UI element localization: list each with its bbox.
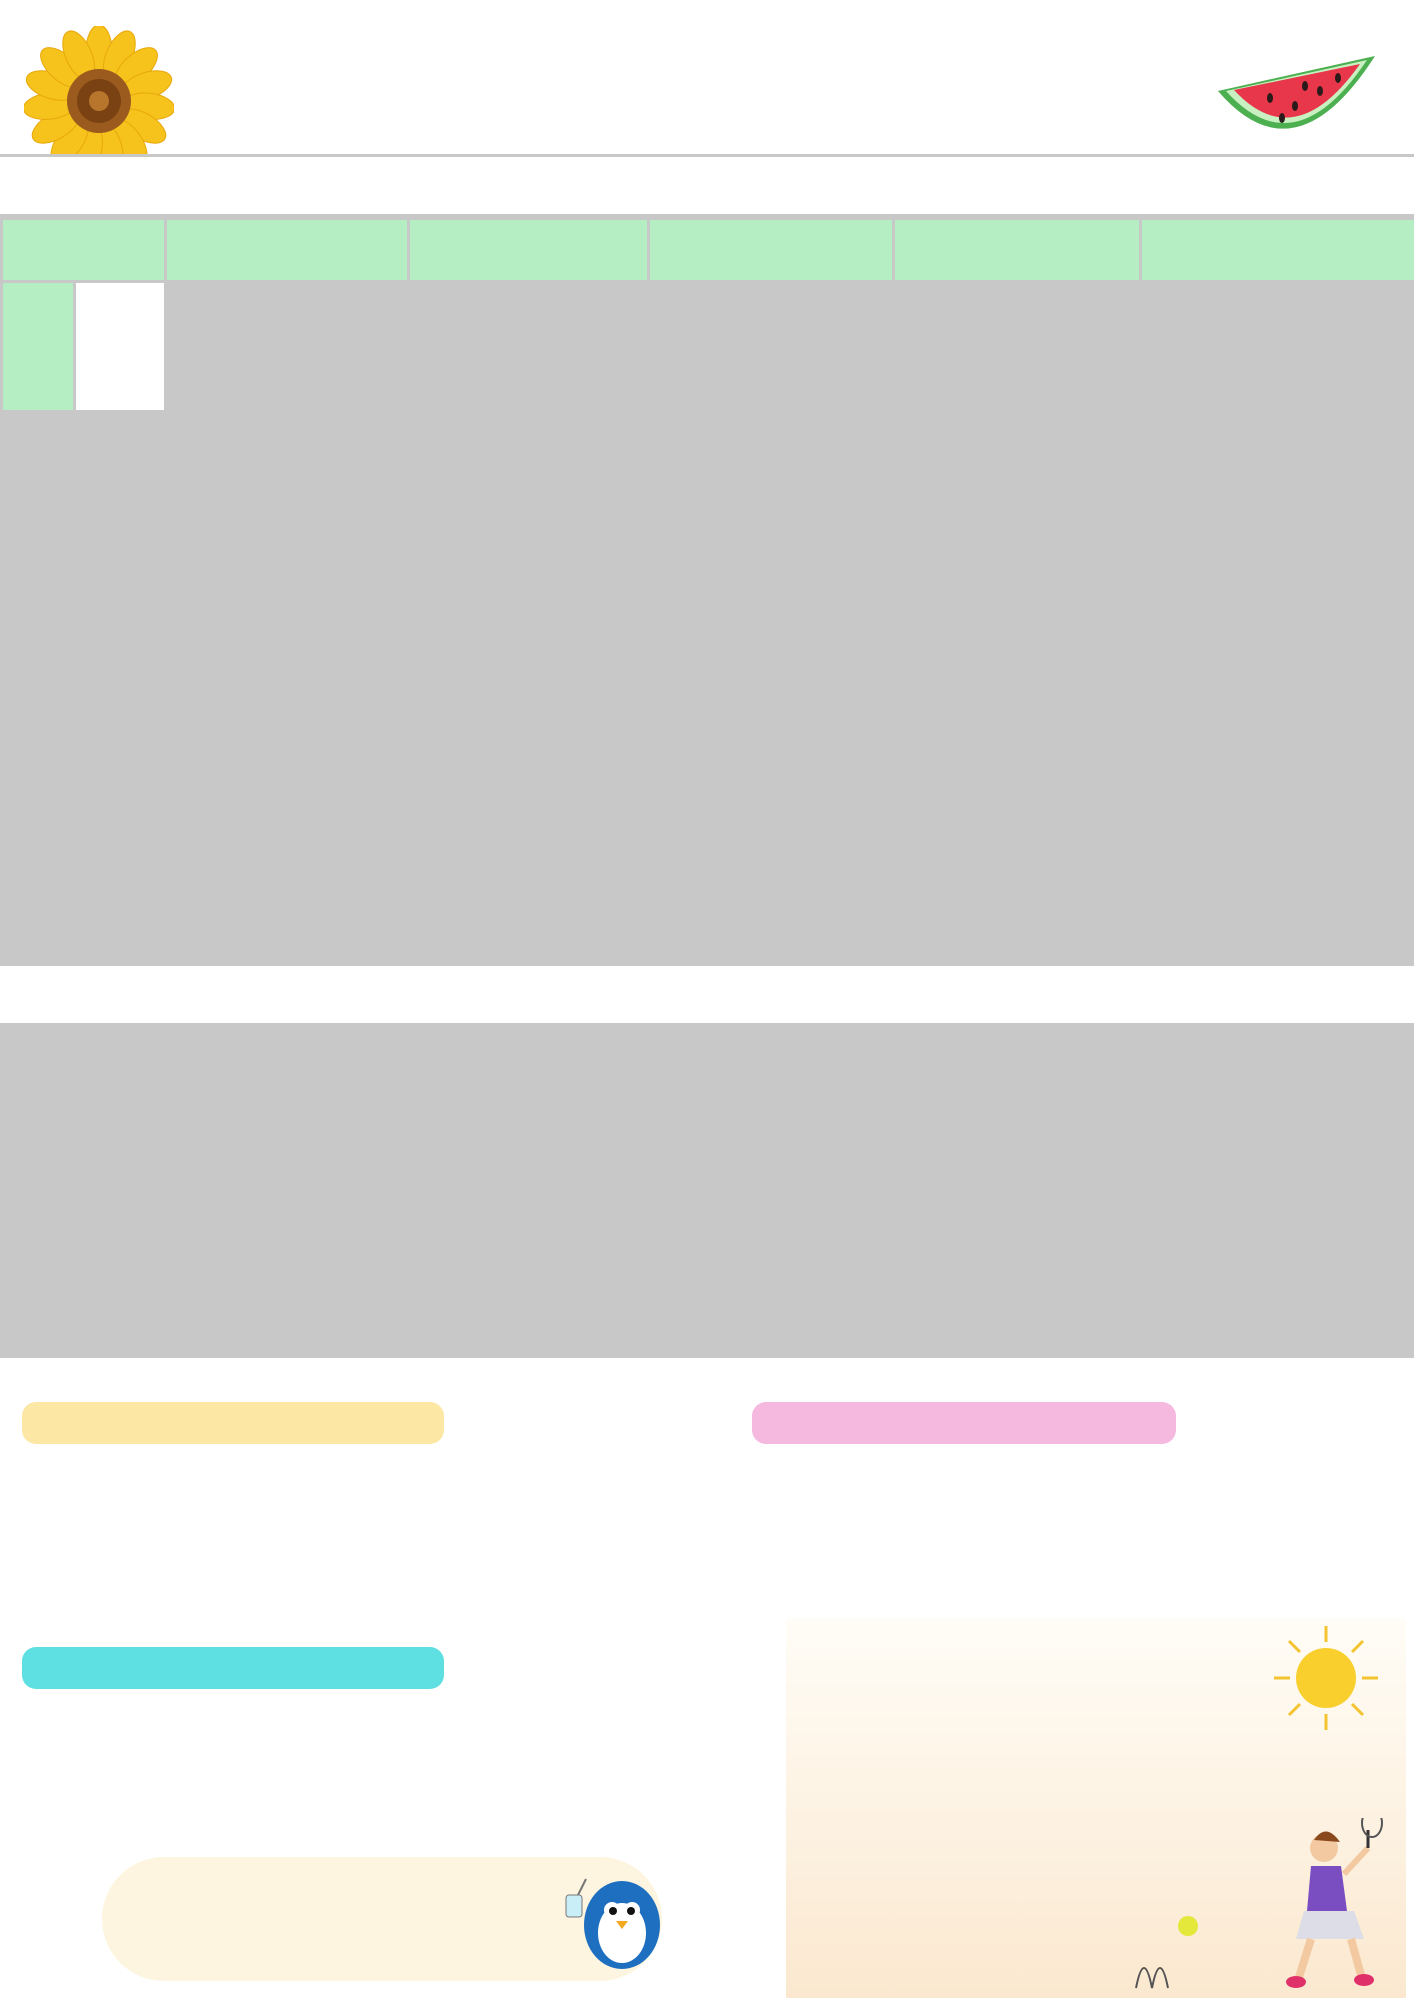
reception-badge bbox=[102, 1857, 662, 1981]
day-header bbox=[410, 220, 647, 280]
period-number bbox=[3, 283, 73, 410]
day-header bbox=[650, 220, 892, 280]
schedule-table bbox=[0, 154, 1414, 1358]
day-header bbox=[167, 220, 407, 280]
penguin-mascot-icon bbox=[562, 1865, 672, 1975]
tag-junior bbox=[752, 1402, 1176, 1444]
sun-icon bbox=[1266, 1618, 1386, 1738]
tag-advanced bbox=[22, 1647, 444, 1689]
period-time bbox=[76, 283, 164, 410]
watermelon-icon bbox=[1210, 36, 1380, 156]
day-header bbox=[1142, 220, 1414, 280]
tennis-player-icon bbox=[1106, 1818, 1386, 1993]
day-header bbox=[895, 220, 1139, 280]
promo-panel bbox=[786, 1618, 1406, 1998]
tag-beginner bbox=[22, 1402, 444, 1444]
daytime-band bbox=[0, 154, 1414, 217]
corner-cell bbox=[3, 220, 164, 280]
junior-band bbox=[0, 963, 1414, 1026]
